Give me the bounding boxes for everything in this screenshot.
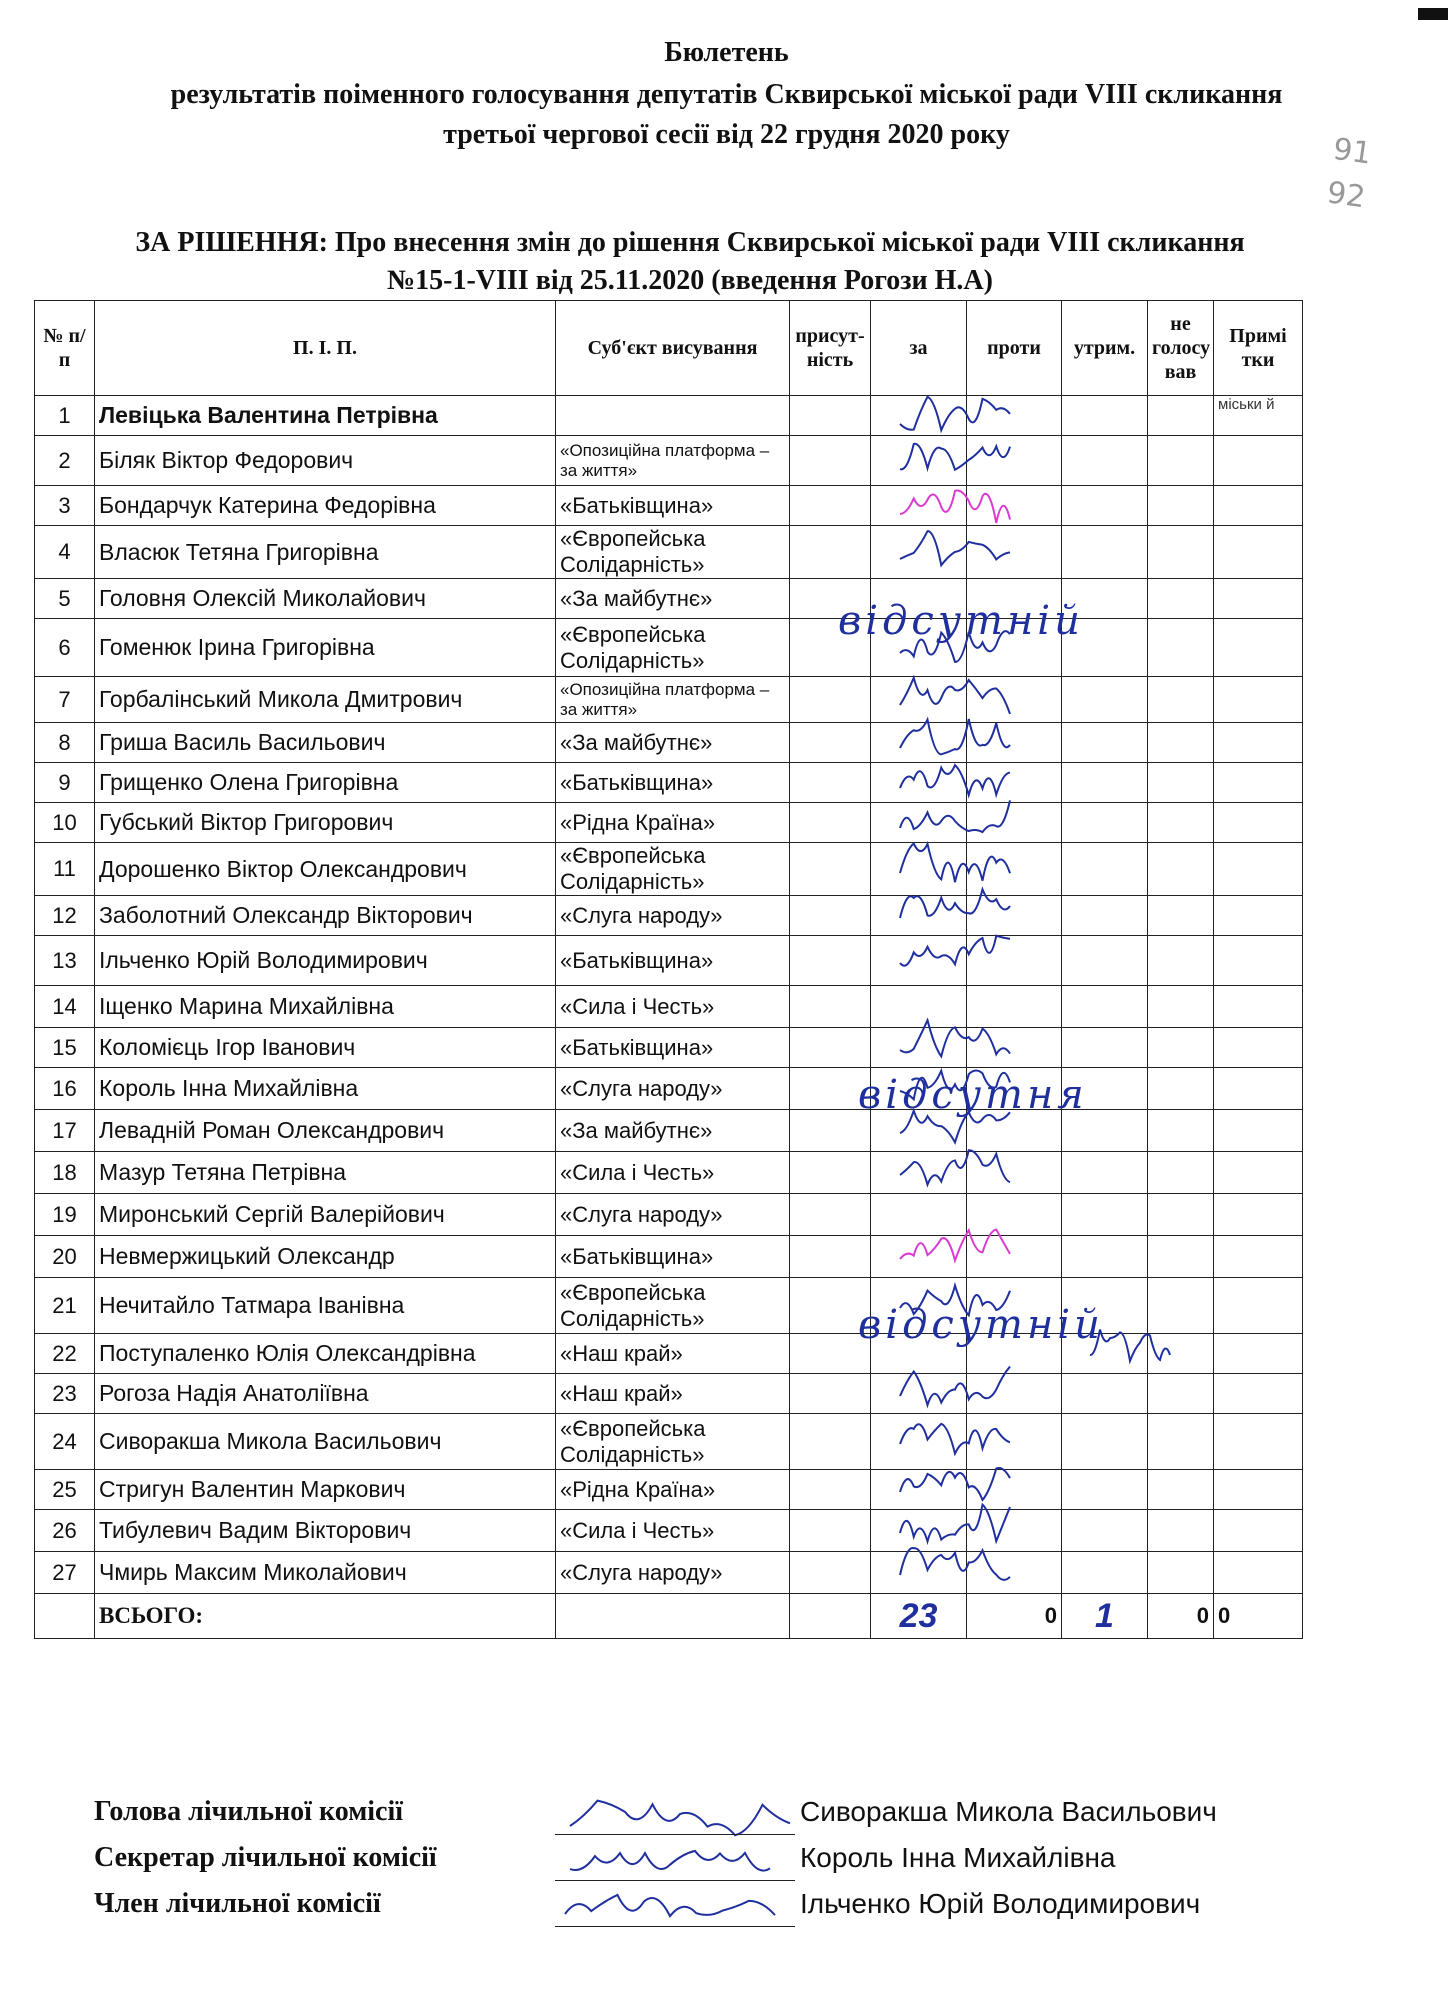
col-party: Суб'єкт висування (556, 301, 790, 396)
signature-mark (565, 1895, 775, 1916)
row-name: Ільченко Юрій Володимирович (95, 936, 556, 986)
col-against: проти (967, 301, 1062, 396)
signature-mark (900, 1150, 1010, 1184)
row-num: 15 (35, 1028, 95, 1068)
decision-title: ЗА РІШЕННЯ: Про внесення змін до рішення Сквирської міської ради VIII скликання (135, 227, 1245, 258)
signature-mark (900, 491, 1010, 523)
row-party: «Слуга народу» (556, 1068, 790, 1110)
signature-mark (900, 1424, 1010, 1454)
row-num: 8 (35, 723, 95, 763)
doc-session: третьої чергової сесії від 22 грудня 2020 року (443, 119, 1010, 150)
row-num: 18 (35, 1152, 95, 1194)
total-against: 0 (967, 1594, 1062, 1639)
row-note: міськи й (1214, 396, 1303, 436)
signature-mark (900, 1468, 1010, 1500)
row-num: 1 (35, 396, 95, 436)
row-num: 13 (35, 936, 95, 986)
row-name: Іщенко Марина Михайлівна (95, 986, 556, 1028)
signature-mark (900, 397, 1010, 430)
margin-note-2: 92 (1324, 175, 1368, 216)
row-party: «Опозиційна платформа – за життя» (556, 436, 790, 486)
signature-mark (900, 765, 1010, 795)
col-abstain: утрим. (1062, 301, 1148, 396)
row-num: 24 (35, 1414, 95, 1470)
col-for: за (871, 301, 967, 396)
row-party: «Батьківщина» (556, 1236, 790, 1278)
row-num: 17 (35, 1110, 95, 1152)
row-num: 3 (35, 486, 95, 526)
row-name: Левіцька Валентина Петрівна (95, 396, 556, 436)
chair-signature-line (555, 1834, 795, 1835)
row-name: Біляк Віктор Федорович (95, 436, 556, 486)
row-name: Мазур Тетяна Петрівна (95, 1152, 556, 1194)
total-for: 23 (871, 1594, 967, 1639)
row-party: «Сила і Честь» (556, 1510, 790, 1552)
row-party: «Сила і Честь» (556, 986, 790, 1028)
total-label: ВСЬОГО: (95, 1594, 556, 1639)
row-num: 19 (35, 1194, 95, 1236)
margin-note-1: 91 (1330, 131, 1374, 172)
signature-mark (900, 1111, 1010, 1143)
row-name: Горбалінський Микола Дмитрович (95, 677, 556, 723)
row-party: «Рідна Країна» (556, 803, 790, 843)
row-name: Губський Віктор Григорович (95, 803, 556, 843)
total-not-voted: 0 (1148, 1594, 1214, 1639)
row-num: 12 (35, 896, 95, 936)
row-num: 14 (35, 986, 95, 1028)
row-party: «Сила і Честь» (556, 1152, 790, 1194)
row-num: 26 (35, 1510, 95, 1552)
row-party: «Рідна Країна» (556, 1470, 790, 1510)
row-num: 6 (35, 619, 95, 677)
row-name: Король Інна Михайлівна (95, 1068, 556, 1110)
signature-mark (900, 531, 1010, 565)
signature-mark (900, 1229, 1010, 1260)
member-label: Член лічильної комісії (94, 1888, 381, 1919)
col-notes: Примі тки (1214, 301, 1303, 396)
row-num: 10 (35, 803, 95, 843)
decision-number: №15-1-VIII від 25.11.2020 (введення Рогози Н.А) (387, 265, 993, 296)
row-party: «Опозиційна платформа – за життя» (556, 677, 790, 723)
row-party: «Наш край» (556, 1334, 790, 1374)
doc-title: Бюлетень (664, 37, 789, 68)
col-name: П. І. П. (95, 301, 556, 396)
signature-mark (900, 844, 1010, 883)
row-num: 27 (35, 1552, 95, 1594)
row-party: «За майбутнє» (556, 1110, 790, 1152)
row-name: Стригун Валентин Маркович (95, 1470, 556, 1510)
col-not-voted: не голосу вав (1148, 301, 1214, 396)
row-name: Гриша Василь Васильович (95, 723, 556, 763)
row-num: 23 (35, 1374, 95, 1414)
row-party: «Батьківщина» (556, 486, 790, 526)
absent-note-5: відсутній (838, 598, 1084, 644)
secretary-label: Секретар лічильної комісії (94, 1842, 437, 1873)
row-num: 20 (35, 1236, 95, 1278)
row-name: Гоменюк Ірина Григорівна (95, 619, 556, 677)
absent-note-14: відсутня (858, 1072, 1088, 1118)
row-name: Рогоза Надія Анатоліївна (95, 1374, 556, 1414)
row-name: Тибулевич Вадим Вікторович (95, 1510, 556, 1552)
row-party: «Батьківщина» (556, 936, 790, 986)
chair-name: Сиворакша Микола Васильович (800, 1796, 1217, 1827)
row-name: Миронський Сергій Валерійович (95, 1194, 556, 1236)
row-party: «Наш край» (556, 1374, 790, 1414)
absent-note-19: відсутній (858, 1302, 1104, 1348)
signature-mark (900, 631, 1010, 662)
row-party: «За майбутнє» (556, 723, 790, 763)
row-num: 16 (35, 1068, 95, 1110)
row-name: Головня Олексій Миколайович (95, 579, 556, 619)
row-party: «Європейська Солідарність» (556, 1414, 790, 1470)
signature-mark (900, 889, 1010, 918)
row-party: «Слуга народу» (556, 1552, 790, 1594)
row-name: Бондарчук Катерина Федорівна (95, 486, 556, 526)
member-signature-line (555, 1926, 795, 1927)
row-name: Заболотний Олександр Вікторович (95, 896, 556, 936)
row-num: 7 (35, 677, 95, 723)
chair-label: Голова лічильної комісії (94, 1796, 404, 1827)
signature-mark (900, 444, 1010, 470)
signature-mark (570, 1801, 790, 1836)
row-party: «Європейська Солідарність» (556, 1278, 790, 1334)
row-name: Левадній Роман Олександрович (95, 1110, 556, 1152)
signature-mark (900, 1071, 1010, 1100)
row-num: 2 (35, 436, 95, 486)
row-name: Власюк Тетяна Григорівна (95, 526, 556, 579)
row-num: 25 (35, 1470, 95, 1510)
signature-mark (900, 1286, 1010, 1316)
signature-mark (570, 1851, 770, 1871)
col-present: присут-ність (790, 301, 871, 396)
row-num: 21 (35, 1278, 95, 1334)
row-name: Коломієць Ігор Іванович (95, 1028, 556, 1068)
secretary-signature-line (555, 1880, 795, 1881)
signature-mark (900, 1548, 1010, 1580)
row-party: «Європейська Солідарність» (556, 843, 790, 896)
total-extra: 0 (1214, 1594, 1303, 1639)
signature-mark (900, 678, 1010, 714)
col-num: № п/п (35, 301, 95, 396)
doc-subtitle: результатів поіменного голосування депутатів Сквирської міської ради VIII скликання (170, 79, 1283, 110)
row-num: 9 (35, 763, 95, 803)
row-name: Сиворакша Микола Васильович (95, 1414, 556, 1470)
row-party: «Батьківщина» (556, 1028, 790, 1068)
row-name: Дорошенко Віктор Олександрович (95, 843, 556, 896)
row-name: Грищенко Олена Григорівна (95, 763, 556, 803)
signature-mark (900, 1505, 1010, 1542)
row-party: «Слуга народу» (556, 1194, 790, 1236)
row-name: Нечитайло Татмара Іванівна (95, 1278, 556, 1334)
row-num: 5 (35, 579, 95, 619)
row-name: Чмирь Максим Миколайович (95, 1552, 556, 1594)
member-name: Ільченко Юрій Володимирович (800, 1888, 1201, 1919)
row-name: Поступаленко Юлія Олександрівна (95, 1334, 556, 1374)
signature-mark (1090, 1330, 1170, 1361)
row-num: 11 (35, 843, 95, 896)
signature-mark (900, 719, 1010, 754)
row-party: «Слуга народу» (556, 896, 790, 936)
row-party: «За майбутнє» (556, 579, 790, 619)
row-num: 22 (35, 1334, 95, 1374)
row-party: «Європейська Солідарність» (556, 619, 790, 677)
row-name: Невмержицький Олександр (95, 1236, 556, 1278)
secretary-name: Король Інна Михайлівна (800, 1842, 1116, 1873)
signature-mark (900, 936, 1010, 966)
row-party: «Європейська Солідарність» (556, 526, 790, 579)
row-party: «Батьківщина» (556, 763, 790, 803)
row-num: 4 (35, 526, 95, 579)
total-abstain: 1 (1062, 1594, 1148, 1639)
signature-mark (900, 1367, 1010, 1406)
signature-mark (900, 800, 1010, 832)
signature-mark (900, 1020, 1010, 1056)
